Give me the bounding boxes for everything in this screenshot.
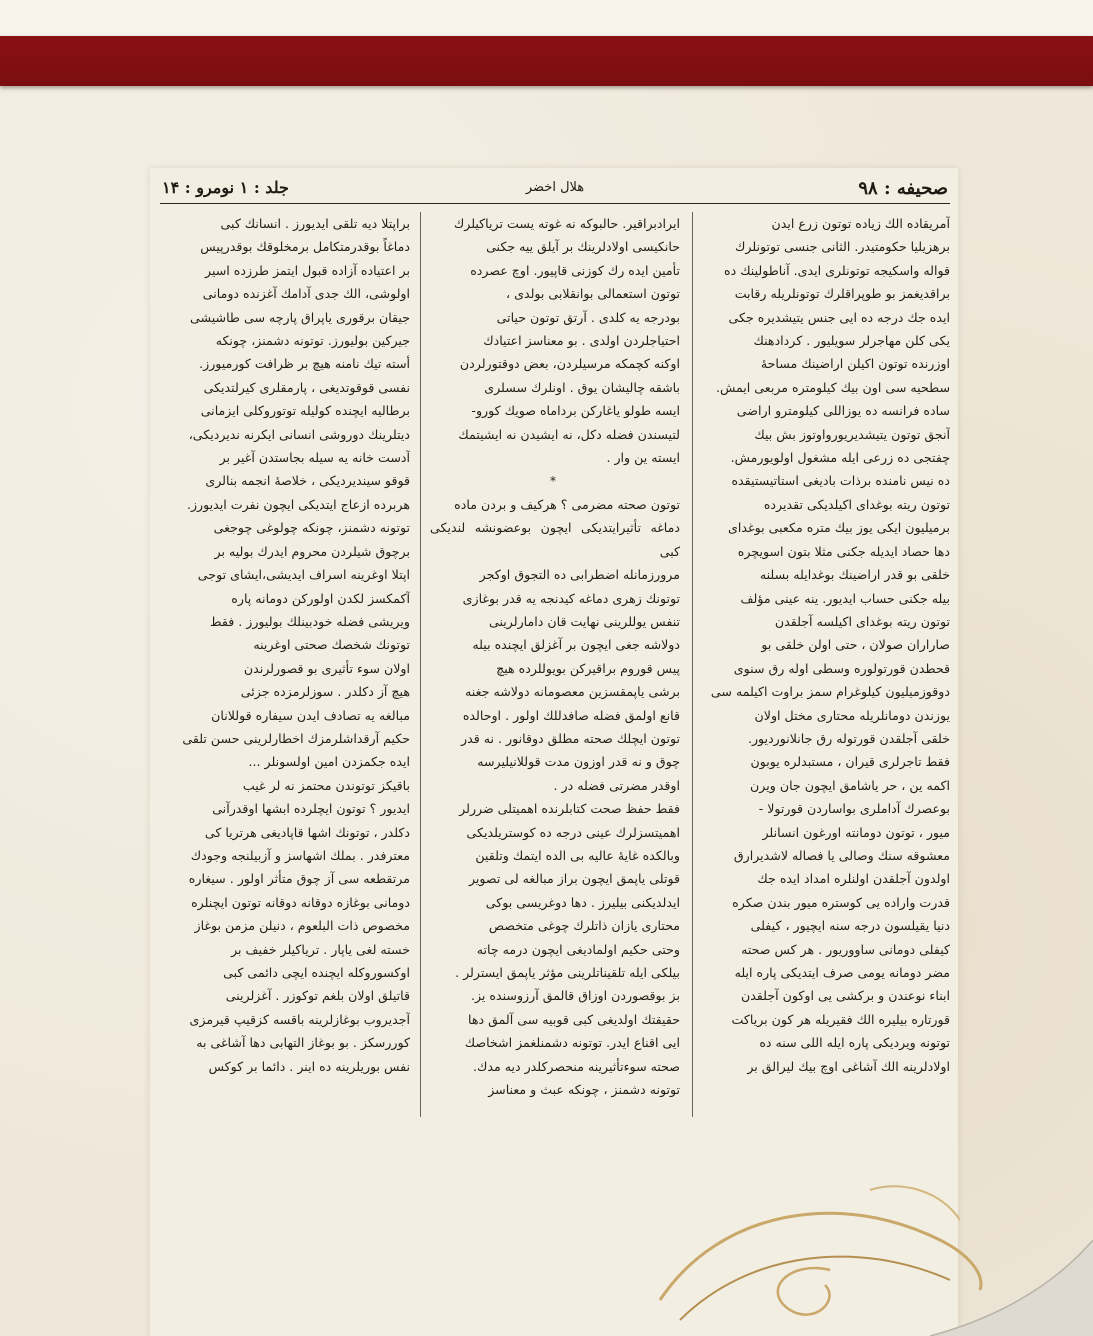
text-line: توتون استعمالی بوانقلابی بولدی ، xyxy=(506,286,680,302)
text-line: مرورزمانله اضطرابی ده التجوق اوکجر xyxy=(479,567,680,583)
text-line: بیلکی ایله تلقیناتلرینی مؤثر یاپمق ایسترلر . xyxy=(455,965,680,980)
text-line: ایسته ین وار . xyxy=(606,450,680,466)
text-line: دنیا یقیلسون درجه سنه ایچیور ، کیفلی xyxy=(750,918,950,934)
text-line: یوزندن دومانلریله محتاری مختل اولان xyxy=(754,707,950,723)
text-line: بز بوقصوردن اوزاق قالمق آرزوسنده یز. xyxy=(470,988,680,1004)
text-line: أسته تیك نامنه هیچ بر ظرافت کورمیورز. xyxy=(199,356,410,372)
journal-title: هلال اخضر xyxy=(525,180,585,195)
text-line: برهزیلیا حکومتیدر. الثانی جنسی توتونلرك xyxy=(735,239,950,255)
text-line: دکلدر ، توتونك اشها قاپادیغی هرتریا کی xyxy=(204,824,410,840)
text-column-right xyxy=(700,212,950,1142)
text-line: خسته لغی یاپار . تریاکیلر خفیف بر xyxy=(231,941,410,957)
text-line: آکمکسز لکدن اولورکن دومانه پاره xyxy=(231,590,410,606)
text-line: آجدیروب بوغازلرینه باقسه کزقیپ قیرمزی xyxy=(189,1011,410,1027)
text-line: دومانی بوغازه دوقانه دوقانه توتون ایچنلره xyxy=(191,894,410,910)
text-line: توتونك زهری دماغه کیدنجه یه قدر بوغازی xyxy=(462,590,680,606)
text-line: توتون صحته مضرمی ؟ هرکیف و بردن ماده xyxy=(454,496,680,512)
text-line: یکی کلن مهاجرلر سویلیور . کردادهنك xyxy=(753,333,950,349)
page-curl-corner xyxy=(930,1240,1093,1336)
text-line: سطحیه سی اون بیك کیلومتره مربعی ایمش. xyxy=(715,379,950,395)
text-line: هربرده ازعاج ایتدیکی ایچون نفرت ایدیورز. xyxy=(186,496,410,512)
text-line: توتونه دشمنز، چونکه چولوغی چوجغی xyxy=(213,520,410,536)
text-line: خلقی آجلقدن قورتوله رق جانلانوردیور. xyxy=(747,730,950,746)
text-line: آدست خانه یه سیله بجاستدن آغیر بر xyxy=(219,450,410,466)
text-line: حانکیسی اولادلرینك بر آیلق ییه جکنی xyxy=(486,239,680,255)
text-line: وحتی حکیم اولمادیغی ایچون درمه چاته xyxy=(476,941,680,957)
text-line: باشقه چالیشان یوق . اونلرك سسلری xyxy=(484,379,680,395)
text-line: حکیم آرقداشلرمزك اخطارلرینی حسن تلقی xyxy=(182,730,410,746)
text-line: اپتلا اوغرینه اسراف ایدیشی،ایشای توجی xyxy=(197,567,410,583)
header-rule xyxy=(160,203,950,204)
text-line: محتاری یازان ذاتلرك چوغی متخصص xyxy=(488,918,680,934)
text-line: احتیاجلردن اولدی . بو معناسز اعتیادك xyxy=(483,333,680,349)
column-divider xyxy=(420,212,421,1117)
text-line: فقط تاجرلری قیران ، مستبدلره یوبون xyxy=(750,754,950,770)
text-line: باقیکز توتوندن محتمز نه لر غیب xyxy=(242,777,410,793)
text-line: ایده جك درجه ده ایی جنس یتیشدیره جکی xyxy=(728,309,950,325)
text-line: برشی یاپمقسزین معصومانه دولاشه جغنه xyxy=(465,684,680,700)
text-line: بودرجه یه کلدی . آرتق توتون حیاتی xyxy=(496,309,680,325)
text-line: ایده جکمزدن امین اولسونلر ... xyxy=(248,754,410,770)
text-line: اوزرنده توتون اکیلن اراضینك مساحهٔ xyxy=(760,356,950,372)
column-divider xyxy=(692,212,693,1117)
text-line: توتونه ویردیکی پاره ایله اللی سنه ده xyxy=(759,1035,950,1051)
text-line: هیچ آز دکلدر . سوزلرمزده جزئی xyxy=(240,684,410,700)
text-line: بر اعتیاده آزاده قبول ایتمز طرزده اسیر xyxy=(205,262,410,278)
text-line: دماغه تأثیرایتدیکی ایچون بوعضونشه لندیکی کبی xyxy=(430,520,680,559)
text-line: پیس قوروم براقیرکن بویوللرده هیچ xyxy=(496,660,680,676)
text-line: مضر دومانه یومی صرف ایتدیکی پاره ایله xyxy=(734,965,950,980)
text-line: دولاشه جغی ایچون بر آغزلق ایچنده بیله xyxy=(472,637,680,653)
text-line: بیله جکنی حساب ایدیور. ینه عینی مؤلف xyxy=(740,590,950,606)
text-line: دوقوزمیلیون کیلوغرام سمز براوت اکیلمه سی xyxy=(710,684,950,700)
text-line: قحطدن قورتولوره وسطی اوله رق سنوی xyxy=(733,660,950,676)
text-line: چوق و نه قدر اوزون مدت قوللانیلیرسه xyxy=(477,754,680,770)
text-line: میور ، توتون دومانته اورغون انسانلر xyxy=(762,824,950,840)
text-line: ساده فرانسه ده یوزاللی کیلومترو اراضی xyxy=(736,403,950,419)
text-line: صحته سوءتأثیرینه منحصرکلدر دیه مدك. xyxy=(472,1058,680,1074)
text-column-left xyxy=(160,212,410,1142)
text-line: دماغاً بوقدرمتکامل برمخلوقك بوقدرپیس xyxy=(200,239,410,255)
text-line: چفتجی ده زرعی ایله مشغول اولویورمش. xyxy=(730,450,950,466)
text-line: توتون ریته بوغدای اکیلسه آجلقدن xyxy=(774,613,950,629)
text-line: لتیسندن فضله دکل، نه ایشیدن نه ایشیتمك xyxy=(458,426,680,442)
text-line: مخصوص ذات البلعوم ، دنیلن مزمن بوغاز xyxy=(194,918,410,934)
text-line: صاراران صولان ، حتی اولن خلقی بو xyxy=(761,637,950,653)
text-line: * xyxy=(549,473,561,489)
text-line: مبالغه یه تصادف ایدن سیفاره قوللانان xyxy=(211,707,410,723)
text-line: نفس بوریلرینه ده اینر . دائما بر کوکس xyxy=(208,1058,410,1074)
text-line: ابناء نوعندن و برکشی یی اوکون آجلقدن xyxy=(740,988,950,1004)
text-line: برمیلیون ایکی یوز بیك متره مکعبی بوغدای xyxy=(728,520,950,536)
text-line: جیرکین بولیورز. توتونه دشمنز، چونکه xyxy=(215,333,410,349)
text-line: خلقی بو قدر اراضینك بوغدایله بسلنه xyxy=(759,567,950,583)
text-line: ایی اقناع ایدر. توتونه دشمنلغمز اشخاصك xyxy=(464,1035,680,1051)
text-line: ایدیور ؟ توتون ایچلرده ابشها اوقدرآنی xyxy=(212,801,410,817)
text-line: نفسی قوقوتدیغی ، پارمقلری کیرلتدیکی xyxy=(203,379,410,395)
text-line: حقیقتك اولدیغی کبی قوبیه سی آلمق دها xyxy=(468,1011,680,1027)
text-line: توتون ریته بوغدای اکیلدیکی تقدیرده xyxy=(763,496,950,512)
text-line: اهمیتسزلرك عینی درجه ده کوستریلدیکی xyxy=(466,824,680,840)
text-line: دها حصاد ایدیله جکنی مثلا بتون اسویچره xyxy=(737,543,950,559)
text-line: قورتاره بیلیره الك فقیریله هر کون بریاکت xyxy=(731,1011,950,1027)
text-line: قواله واسکیجه توتونلری ایدی. آناطولینك ده xyxy=(723,262,950,278)
text-line: اولان سوء تأثیری بو قصورلرندن xyxy=(243,660,410,676)
text-line: قوقو سیندیردیکی ، خلاصهٔ انجمه بنالری xyxy=(205,473,410,489)
text-line: ایسه طولو یاغارکن برداماه صویك کورو- xyxy=(471,403,680,419)
text-line: توتونه دشمنز ، چونکه عبث و معناسز xyxy=(488,1082,680,1098)
text-line: قانع اولمق فضله صافدللك اولور . اوحالده xyxy=(462,707,680,723)
header-banner xyxy=(0,36,1093,86)
text-line: برطالیه ایچنده کولیله توتوروکلی ایزمانی xyxy=(200,403,410,419)
text-line: قاتیلق اولان بلغم توکوزر . آغزلرینی xyxy=(225,988,410,1004)
text-line: معترفدر . بملك اشهاسز و آزبیلنجه وجودك xyxy=(190,847,410,863)
volume-issue-label: جلد : ۱ نومرو : ۱۴ xyxy=(162,178,289,197)
text-line: اولدون آجلقدن اولنلره امداد ایده جك xyxy=(757,871,950,887)
text-line: اوکنه کچمکه مرسیلردن، بعض دوقتورلردن xyxy=(459,356,680,372)
text-line: اوکسوروکله ایچنده ایچی دائمی کبی xyxy=(223,965,410,980)
text-line: تأمین ایده رك کوزنی قاپیور. اوچ عصرده xyxy=(470,262,680,278)
text-line: تنفس یوللرینی نهایت قان دامارلرینی xyxy=(489,613,680,629)
text-line: دیتلرینك دوروشی انسانی ایکرنه ندیردیکی، xyxy=(188,426,410,442)
text-line: ایدلدیکنی بیلیرز . دها دوغریسی بوکی xyxy=(485,894,680,910)
text-line: کیفلی دومانی ساووریور . هر کس صحته xyxy=(741,941,950,957)
text-line: اوقدر مضرتی فضله در . xyxy=(553,777,680,793)
text-line: اولادلرینه الك آشاغی اوچ بیك لیرالق بر xyxy=(747,1058,950,1074)
top-background-band xyxy=(0,0,1093,36)
text-line: براپتلا دیه تلقی ایدیورز . انسانك کبی xyxy=(220,216,410,231)
text-line: قوتلی یاپمق ایچون براز مبالغه لی تصویر xyxy=(468,871,680,887)
text-line: اکمه ین ، حر یاشامق ایچون جان ویرن xyxy=(750,777,950,793)
text-line: اولوشی، الك جدی آدامك آغزنده دومانی xyxy=(202,286,410,302)
text-line: ده نیس نامنده برذات بادیغی استاتیستیقده xyxy=(731,473,950,489)
text-line: بوعصرك آداملری بواساردن قورتولا - xyxy=(758,801,950,817)
text-column-middle xyxy=(430,212,680,1142)
running-header xyxy=(162,178,948,204)
text-line: براقدیغمز بو طوپراقلرك توتونلریله رقابت xyxy=(734,286,950,302)
text-line: فقط حفظ صحت کتابلرنده اهمیتلی ضررلر xyxy=(459,801,680,817)
text-line: وبالکده غایهٔ عالیه بی الده ایتمك وتلقین xyxy=(475,847,680,863)
text-line: ویریشی فضله خودبینلك بولیورز . فقط xyxy=(209,613,410,629)
text-line: معشوقه سنك وصالی یا فصاله لاشدیرارق xyxy=(733,847,950,863)
text-line: مرتقطعه سی آز چوق متأثر اولور . سیغاره xyxy=(188,871,410,887)
text-line: آنجق توتون یتیشدیریورواوتوز بش بیك xyxy=(754,426,950,442)
text-line: ایرادبراقیر. حالبوکه نه غوته یست تریاکیلرك xyxy=(453,216,680,231)
text-line: توتونك شخصك صحتی اوغرینه xyxy=(253,637,410,653)
text-line: توتون ایچلك صحته مطلق دوقانور . نه قدر xyxy=(461,730,680,746)
page-number-label: صحیفه : ۹۸ xyxy=(858,178,948,199)
text-line: جیقان برقوری یاپراق پارچه سی طاشیشی xyxy=(190,309,410,325)
text-line: کوررسکز . بو بوغاز التهابی دها آشاغی به xyxy=(196,1035,410,1051)
text-line: برچوق شیلردن محروم ایدرك بولیه بر xyxy=(214,543,410,559)
text-line: قدرت واراده یی کوستره میور بندن صکره xyxy=(732,894,950,910)
text-line: آمریقاده الك زیاده توتون زرع ایدن xyxy=(771,216,950,231)
